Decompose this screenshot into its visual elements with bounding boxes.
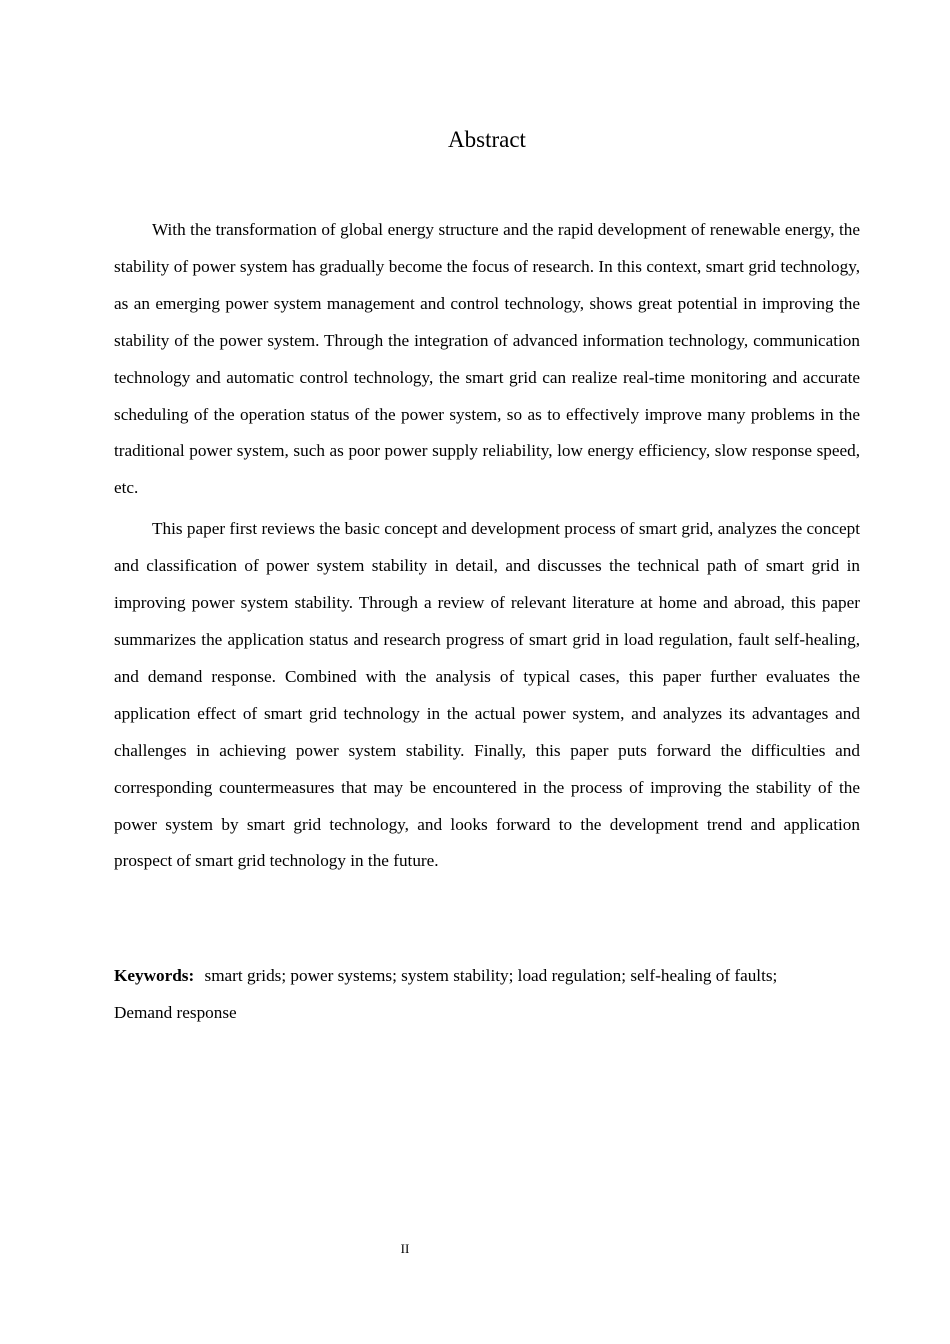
keywords-label: Keywords: [114, 966, 195, 985]
abstract-title: Abstract [448, 127, 526, 152]
keywords-line [114, 958, 834, 1031]
abstract-paragraph-1: With the transformation of global energy structure and the rapid development of renewable energy, the stability of power system has gradually become the focus of research. In this context, smart grid technology, as an emerging power system management and control technology, shows great potential in improving the stability of the power system. Through the integration of advanced information technology, communication technology and automatic control technology, the smart grid can realize real-time monitoring and accurate scheduling of the operation status of the power system, so as to effectively improve many problems in the traditional power system, such as poor power supply reliability, low energy efficiency, slow response speed, etc. [114, 220, 860, 498]
abstract-paragraph-2: This paper first reviews the basic concept and development process of smart grid, analyzes the concept and classification of power system stability in detail, and discusses the technical path of smart grid in improving power system stability. Through a review of relevant literature at home and abroad, this paper summarizes the application status and research progress of smart grid in load regulation, fault self-healing, and demand response. Combined with the analysis of typical cases, this paper further evaluates the application effect of smart grid technology in the actual power system, and analyzes its advantages and challenges in achieving power system stability. Finally, this paper puts forward the difficulties and corresponding countermeasures that may be encountered in the process of improving the stability of the power system by smart grid technology, and looks forward to the development trend and application prospect of smart grid technology in the future. [114, 519, 860, 871]
page-number: II [400, 1241, 410, 1256]
keywords-text: smart grids; power systems; system stability; load regulation; self-healing of faults; Demand response [114, 966, 778, 1022]
abstract-body [114, 212, 860, 884]
